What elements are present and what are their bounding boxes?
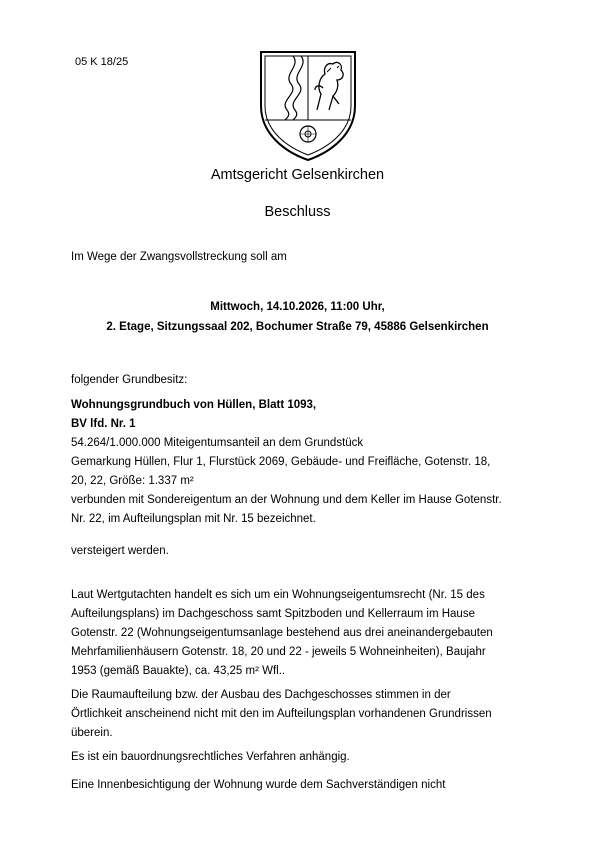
procedure-paragraph: Es ist ein bauordnungsrechtliches Verfahren anhängig. xyxy=(71,751,350,763)
property-block xyxy=(71,396,541,529)
auction-place: 2. Etage, Sitzungssaal 202, Bochumer Straße 79, 45886 Gelsenkirchen xyxy=(106,321,489,333)
paragraph-line: 1953 (gemäß Bauakte), ca. 43,25 m² Wfl.. xyxy=(71,665,286,677)
layout-paragraph xyxy=(71,686,541,743)
auction-date: Mittwoch, 14.10.2026, 11:00 Uhr, xyxy=(210,301,385,313)
property-heading-1: Wohnungsgrundbuch von Hüllen, Blatt 1093, xyxy=(71,399,317,411)
paragraph-line: Die Raumaufteilung bzw. der Ausbau des Dachgeschosses stimmen in der xyxy=(71,689,451,701)
paragraph-line: Laut Wertgutachten handelt es sich um ein Wohnungseigentumsrecht (Nr. 15 des xyxy=(71,589,485,601)
property-line: verbunden mit Sondereigentum an der Wohnung und dem Keller im Hause Gotenstr. xyxy=(71,494,502,506)
property-line: Nr. 22, im Aufteilungsplan mit Nr. 15 bezeichnet. xyxy=(71,513,316,525)
paragraph-line: überein. xyxy=(71,727,113,739)
paragraph-line: Gotenstr. 22 (Wohnungseigentumsanlage bestehend aus drei aneinandergebauten xyxy=(71,627,493,639)
property-intro: folgender Grundbesitz: xyxy=(71,374,188,386)
paragraph-line: Aufteilungsplans) im Dachgeschoss samt Spitzboden und Kellerraum im Hause xyxy=(71,608,475,620)
court-name: Amtsgericht Gelsenkirchen xyxy=(210,167,385,183)
intro-text: Im Wege der Zwangsvollstreckung soll am xyxy=(71,251,287,263)
nrw-coat-of-arms-icon xyxy=(257,48,359,163)
paragraph-line: Örtlichkeit anscheinend nicht mit den im Aufteilungsplan vorhandenen Grundrissen xyxy=(71,708,492,720)
property-heading-2: BV lfd. Nr. 1 xyxy=(71,418,136,430)
auction-line: versteigert werden. xyxy=(71,545,169,557)
document-title: Beschluss xyxy=(264,204,331,220)
paragraph-line: Mehrfamilienhäusern Gotenstr. 18, 20 und 22 - jeweils 5 Wohneinheiten), Baujahr xyxy=(71,646,486,658)
property-line: 20, 22, Größe: 1.337 m² xyxy=(71,475,194,487)
property-line: Gemarkung Hüllen, Flur 1, Flurstück 2069, Gebäude- und Freifläche, Gotenstr. 18, xyxy=(71,456,491,468)
inspection-paragraph: Eine Innenbesichtigung der Wohnung wurde dem Sachverständigen nicht xyxy=(71,779,446,791)
file-number: 05 K 18/25 xyxy=(75,56,129,68)
property-line: 54.264/1.000.000 Miteigentumsanteil an dem Grundstück xyxy=(71,437,364,449)
valuation-paragraph xyxy=(71,586,541,681)
